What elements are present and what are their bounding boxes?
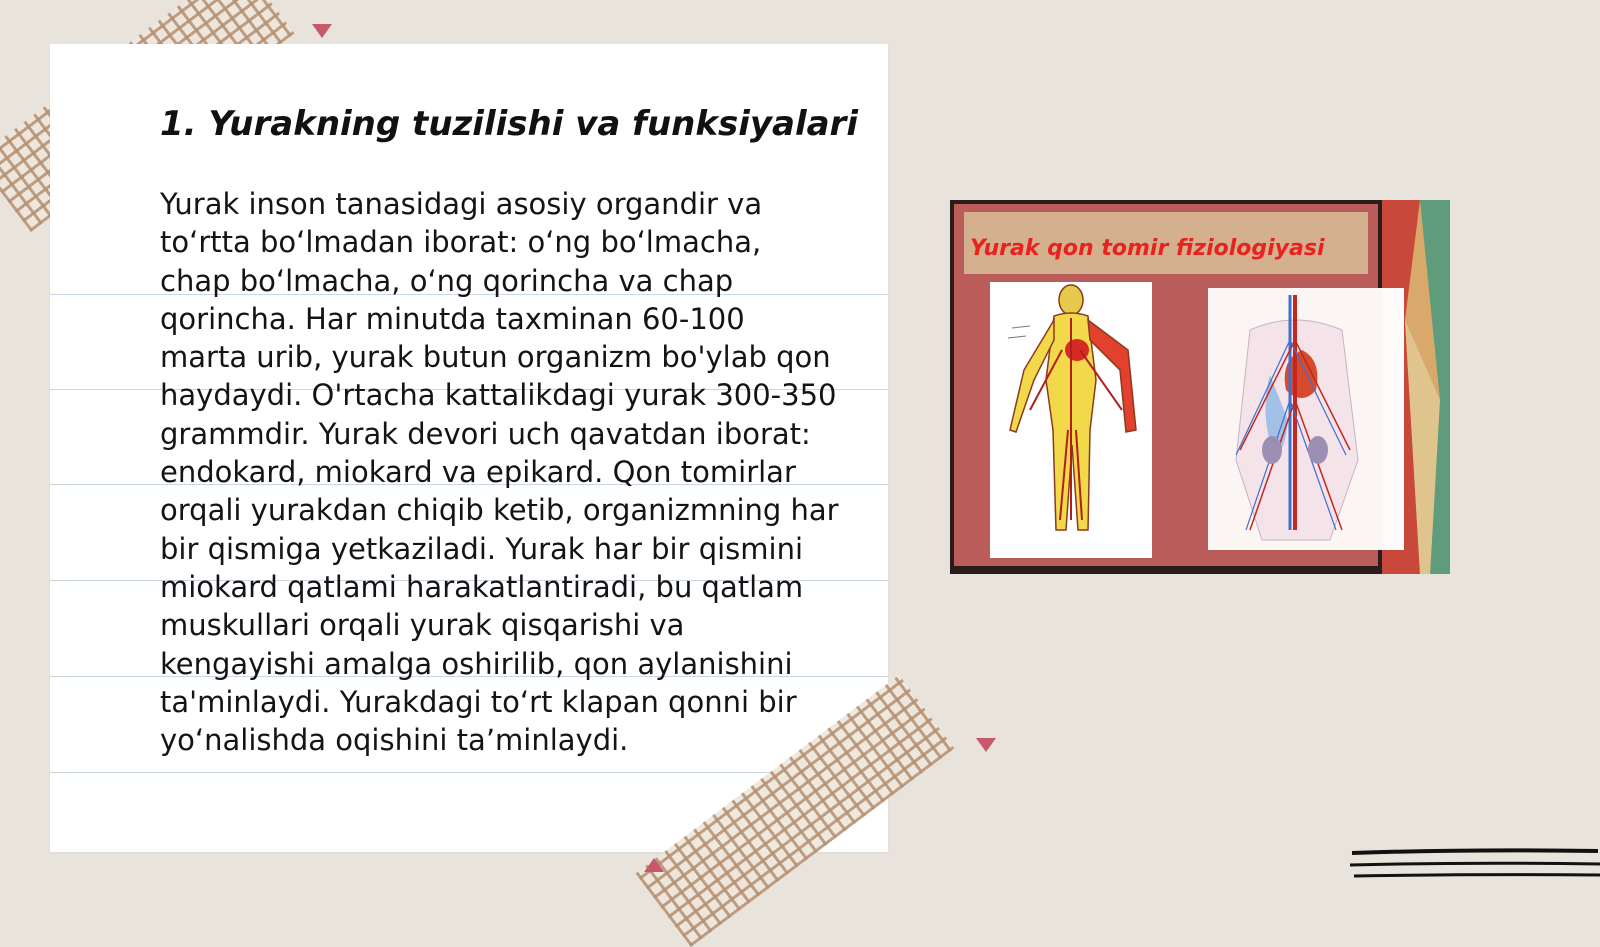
decorative-lines	[1350, 845, 1600, 885]
circulatory-illustration	[950, 200, 1450, 574]
tape-corner-mark	[312, 24, 332, 38]
slide-body-text: Yurak inson tanasidagi asosiy organdir va to‘rtta bo‘lmadan iborat: o‘ng bo‘lmacha, chap bo‘lmacha, o‘ng qorincha va chap qorincha. Har minutda taxminan 60-100 marta urib, yurak butun organizm bo'ylab qon haydaydi. O'rtacha kattalikdagi yurak 300-350 grammdir. Yurak devori uch qavatdan iborat: endokard, miokard va epikard. Qon tomirlar orqali yurakdan chiqib ketib, organizmning har bir qismiga yetkaziladi. Yurak har bir qismini miokard qatlami harakatlantiradi, bu qatlam muskullari orqali yurak qisqarishi va kengayishi amalga oshirilib, qon aylanishini ta'minlaydi. Yurakdagi to‘rt klapan qonni bir yo‘nalishda oqishini ta’minlaydi.	[160, 187, 839, 758]
slide-title: 1. Yurakning tuzilishi va funksiyalari	[160, 104, 858, 144]
paper-rule	[50, 772, 888, 773]
tape-corner-mark	[644, 858, 664, 872]
tape-corner-mark	[976, 738, 996, 752]
circulatory-system-image	[950, 200, 1450, 574]
figure-caption: Yurak qon tomir fiziologiyasi	[970, 236, 1325, 261]
